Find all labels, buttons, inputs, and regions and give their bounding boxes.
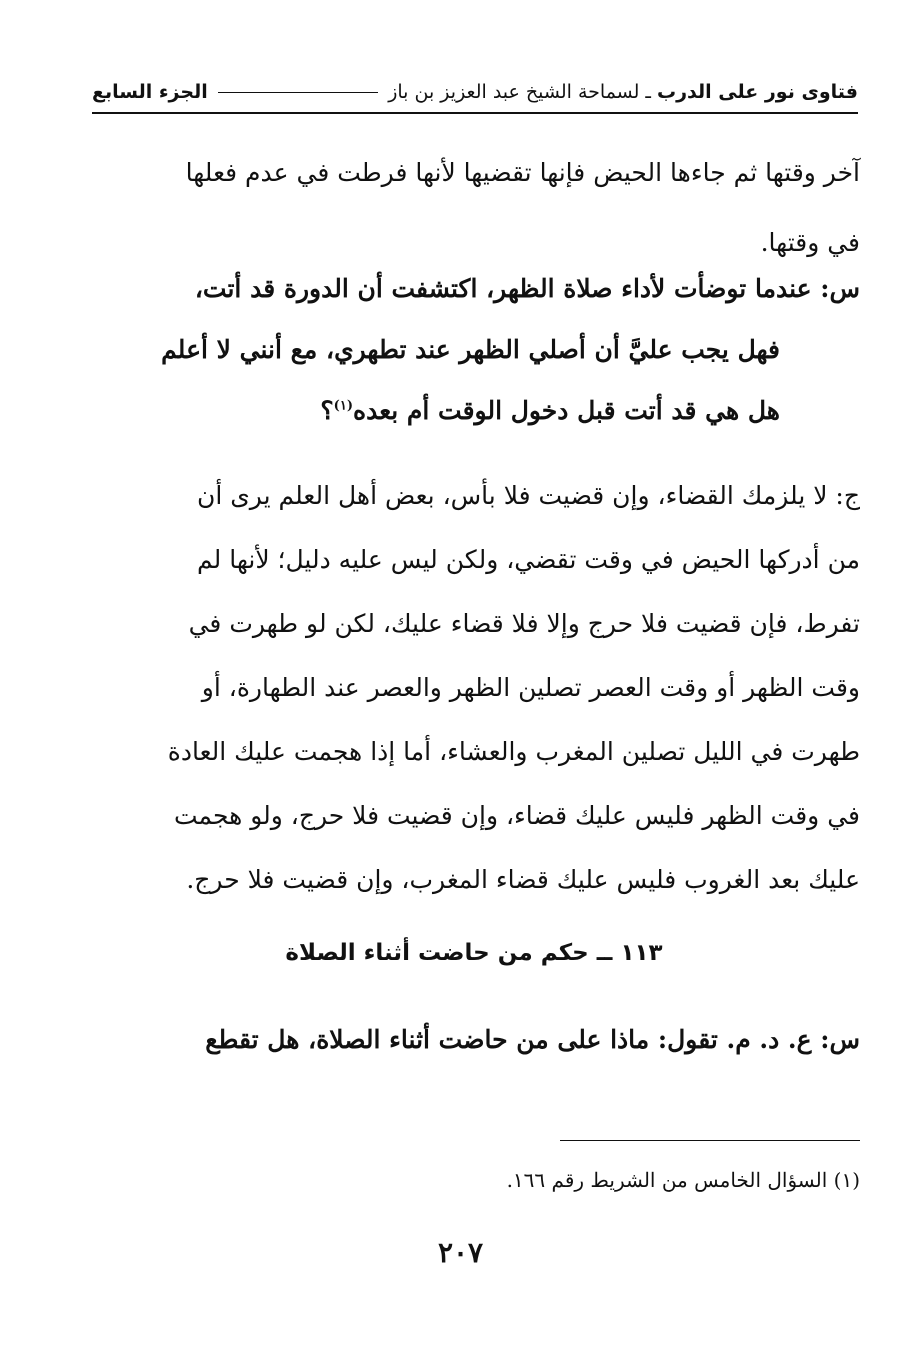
answer-line: عليك بعد الغروب فليس عليك قضاء المغرب، وإن قضيت فلا حرج. (186, 865, 860, 894)
question-line (88, 380, 860, 441)
question-mark: ؟ (320, 396, 334, 425)
answer-paragraph (88, 464, 860, 912)
footnote: (١) السؤال الخامس من الشريط رقم ١٦٦. (506, 1168, 860, 1192)
question-2 (88, 1010, 860, 1070)
header-dash: ـ (645, 81, 651, 103)
question-line-text: هل هي قد أتت قبل دخول الوقت أم بعده (352, 396, 780, 425)
answer-line: تفرط، فإن قضيت فلا حرج وإلا فلا قضاء عليك، لكن لو طهرت في (188, 609, 860, 638)
question-1 (88, 258, 860, 441)
header-book-title: فتاوى نور على الدرب (657, 81, 858, 103)
answer-line: ج: لا يلزمك القضاء، وإن قضيت فلا بأس، بعض أهل العلم يرى أن (196, 481, 860, 510)
header-author: لسماحة الشيخ عبد العزيز بن باز (388, 81, 640, 103)
answer-line: وقت الظهر أو وقت العصر تصلين الظهر والعصر عند الطهارة، أو (201, 673, 860, 702)
answer-line: طهرت في الليل تصلين المغرب والعشاء، أما إذا هجمت عليك العادة (167, 737, 860, 766)
question-line: فهل يجب عليَّ أن أصلي الظهر عند تطهري، مع أنني لا أعلم (161, 335, 780, 364)
header-leader-line (218, 92, 379, 93)
footnote-rule (560, 1140, 860, 1141)
continuation-paragraph (88, 138, 860, 278)
text-line: آخر وقتها ثم جاءها الحيض فإنها تقضيها لأنها فرطت في عدم فعلها (185, 158, 860, 187)
answer-line: من أدركها الحيض في وقت تقضي، ولكن ليس عليه دليل؛ لأنها لم (197, 545, 860, 574)
footnote-marker: (١) (333, 398, 353, 414)
page-number: ٢٠٧ (437, 1236, 484, 1269)
question-line: س: عندما توضأت لأداء صلاة الظهر، اكتشفت أن الدورة قد أتت، (194, 274, 860, 303)
header-part: الجزء السابع (92, 81, 208, 103)
text-line: في وقتها. (760, 228, 860, 257)
question-line: س: ع. د. م. تقول: ماذا على من حاضت أثناء الصلاة، هل تقطع (205, 1025, 860, 1054)
answer-line: في وقت الظهر فليس عليك قضاء، وإن قضيت فلا حرج، ولو هجمت (173, 801, 860, 830)
section-title: ١١٣ ــ حكم من حاضت أثناء الصلاة (285, 940, 663, 966)
running-header (92, 74, 858, 110)
header-rule (92, 112, 858, 114)
